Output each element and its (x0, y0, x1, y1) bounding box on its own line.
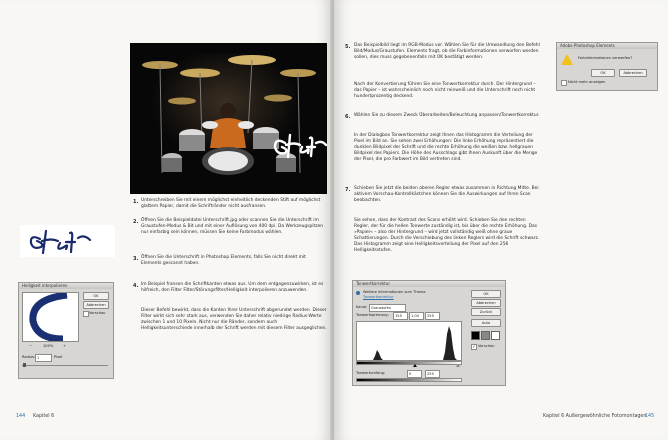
alert-title: Adobe Photoshop Elements (557, 43, 657, 49)
drummer-photo-graphic (130, 43, 327, 194)
left-page-number: 144 (16, 414, 26, 419)
step-1-text: Unterschreiben Sie mit einem möglichst einheitlich deckenden Stift auf möglichst glattem Papier, damit die Schriftränder nicht ausfransen. (141, 198, 321, 210)
levels-title: Tonwertkorrektur (353, 281, 505, 287)
levels-info-text: Weitere Informationen zum Thema (363, 290, 426, 294)
right-page (334, 0, 668, 440)
dont-show-again-label: Nicht mehr anzeigen (568, 80, 606, 84)
input-gamma-field[interactable]: 1,00 (409, 312, 424, 320)
right-paragraph-2: In der Dialogbox Tonwertkorrektur zeigt Ihnen das Histogramm die Verteilung der Pixel im Bild an. Sie sehen zwei Erhöhungen: Die linke Erhöhung repräsentiert die dunklen Bildpixel der Schrift und die rechte Erhöhung die weißen bzw. hellgrauen Bildpixel des Papiers. Die Höhe des Ausschlags gibt Ihnen Auskunft über die Menge der Pixel, die pro Farbwert im Bild vertreten sind. (354, 133, 538, 163)
step-5-text: Das Beispielbild liegt im RGB-Modus vor. Wählen Sie für die Umwandlung den Befehl Bild/Modus/Graustufen. Elements fragt, ob die Farbinformationen verworfen werden sollen, dies muss gegebenenfalls mit OK bestätigt werden. (354, 43, 540, 61)
left-paragraph: Dieser Befehl bewirkt, dass die Kanten Ihrer Unterschrift abgerundet werden. Dieser Filter wirkt sich sehr stark aus, verwenden Sie daher relativ niedrige Radius-Werte zwischen 1 und 10 Pixeln. Nicht nur die Ränder, sondern auch Helligkeitsunterschiede innerhalb der Schrift werden mit diesem Filter ausgeglichen. (141, 308, 327, 332)
dont-show-again-checkbox[interactable] (561, 80, 567, 86)
info-icon (356, 291, 360, 295)
output-gradient-bar[interactable] (356, 378, 462, 382)
levels-preview-label: Vorschau (478, 344, 495, 348)
input-levels-label: Tonwertspreizung: (356, 313, 389, 317)
input-gradient-bar (356, 361, 462, 365)
step-7-number: 7. (345, 187, 351, 193)
levels-preview-checkbox[interactable]: ✓ (472, 344, 476, 349)
right-paragraph-3: Sie sehen, dass der Kontrast des Scans erhöht wird. Schieben Sie den rechten Regler, der für die hellen Tonwerte zuständig ist, bis über die rechte Erhöhung. Das »Papier« – also der Hintergrund – wird jetzt vollständig weiß ohne graue Schattierungen. Durch die Verschiebung des linken Reglers wird die Schrift schwarz. Das Histogramm zeigt eine Helligkeitsverteilung der Pixel auf den 256 Helligkeitsstufen. (354, 218, 540, 254)
input-black-field[interactable]: 155 (393, 312, 408, 320)
levels-dialog (352, 280, 506, 386)
step-4-text: Im Beispiel fransen die Schriftkanten etwas aus. Um dem entgegenzuwirken, ist es hilfreich, den Filter Filter/Störungsfilter/Helligkeit interpolieren anzuwenden. (141, 282, 324, 294)
black-eyedropper-icon[interactable] (471, 331, 480, 340)
radius-label: Radius: (22, 355, 36, 359)
signature-graphic (20, 225, 115, 257)
step-3-text: Öffnen Sie die Unterschrift in Photoshop Elements, falls Sie nicht direkt mit Elements gescannt haben. (141, 255, 306, 267)
input-black-slider[interactable] (413, 364, 417, 367)
zoom-in-icon[interactable]: + (63, 344, 67, 348)
step-6-number: 6. (345, 114, 351, 120)
gray-eyedropper-icon[interactable] (481, 331, 490, 340)
dialog-cancel-button[interactable]: Abbrechen (83, 301, 109, 309)
drummer-photo (130, 43, 327, 194)
channel-label: Kanal: (356, 305, 368, 309)
preview-label: Vorschau (89, 311, 106, 315)
right-paragraph-1: Nach der Konvertierung führen Sie eine Tonwertkorrektur durch. Der Hintergrund – das Papier – ist wahrscheinlich noch nicht reinweiß und die Unterschrift noch nicht hundertprozentig deckend. (354, 82, 536, 100)
levels-info-link[interactable]: Tonwertkorrektur (363, 295, 394, 299)
levels-auto-button[interactable]: Auto (471, 319, 501, 327)
dialog-title: Helligkeit interpolieren (19, 283, 113, 289)
output-white-field[interactable]: 255 (425, 370, 440, 378)
zoom-out-icon[interactable]: − (29, 344, 33, 348)
channel-select[interactable]: Graustufen (369, 304, 406, 312)
levels-reset-button[interactable]: Zurück (471, 308, 501, 316)
zoom-level: 100% (43, 344, 54, 348)
step-5-number: 5. (345, 44, 351, 50)
histogram (356, 321, 462, 361)
step-4-number: 4. (133, 283, 139, 289)
radius-input[interactable]: 1 (35, 354, 52, 362)
levels-ok-button[interactable]: OK (471, 290, 501, 298)
step-1-number: 1. (133, 199, 139, 205)
alert-ok-button[interactable]: OK (591, 69, 615, 77)
step-6-text: Wählen Sie zu diesem Zweck Überarbeiten/Beleuchtung anpassen/Tonwertkorrektur. (354, 113, 540, 118)
radius-slider-track[interactable] (22, 365, 108, 366)
input-white-slider[interactable] (456, 364, 460, 367)
input-white-field[interactable]: 255 (425, 312, 440, 320)
warning-icon (561, 54, 573, 65)
step-3-number: 3. (133, 256, 139, 262)
white-eyedropper-icon[interactable] (491, 331, 500, 340)
right-chapter-label: Kapitel 6 Außergewöhnliche Fotomontagen (543, 414, 647, 419)
left-page (0, 0, 332, 440)
output-levels-label: Tonwertumfang: (356, 371, 386, 375)
alert-cancel-button[interactable]: Abbrechen (619, 69, 647, 77)
dialog-preview-area[interactable] (22, 292, 79, 342)
color-discard-alert (556, 42, 658, 91)
output-black-field[interactable]: 0 (407, 370, 422, 378)
levels-cancel-button[interactable]: Abbrechen (471, 299, 501, 307)
step-2-number: 2. (133, 219, 139, 225)
preview-graphic (23, 293, 78, 341)
dialog-ok-button[interactable]: OK (83, 292, 109, 300)
alert-message: Farbinformationen verwerfen? (578, 56, 633, 60)
left-chapter-label: Kapitel 6 (33, 414, 55, 419)
radius-slider-handle[interactable] (23, 363, 26, 367)
histogram-graphic (357, 322, 461, 360)
signature-sample (20, 225, 115, 257)
radius-unit: Pixel (54, 355, 63, 359)
step-7-text: Schieben Sie jetzt die beiden oberen Regler etwas zusammen in Richtung Mitte. Bei aktivem Vorschau-Kontrollkästchen können Sie die Auswirkungen auf Ihren Scan beobachten. (354, 186, 539, 204)
brightness-interpolate-dialog (18, 282, 114, 379)
step-2-text: Öffnen Sie die Beispieldatei Unterschrift.jpg oder scannen Sie die Unterschrift im Graustufen-Modus & Bit und mit einer Auflösung von 400 dpi. Da Werkzeugspitzen nur einfarbig sein können, müssen Sie keine Farbmodus wählen. (141, 218, 324, 236)
right-page-number: 145 (645, 414, 655, 419)
